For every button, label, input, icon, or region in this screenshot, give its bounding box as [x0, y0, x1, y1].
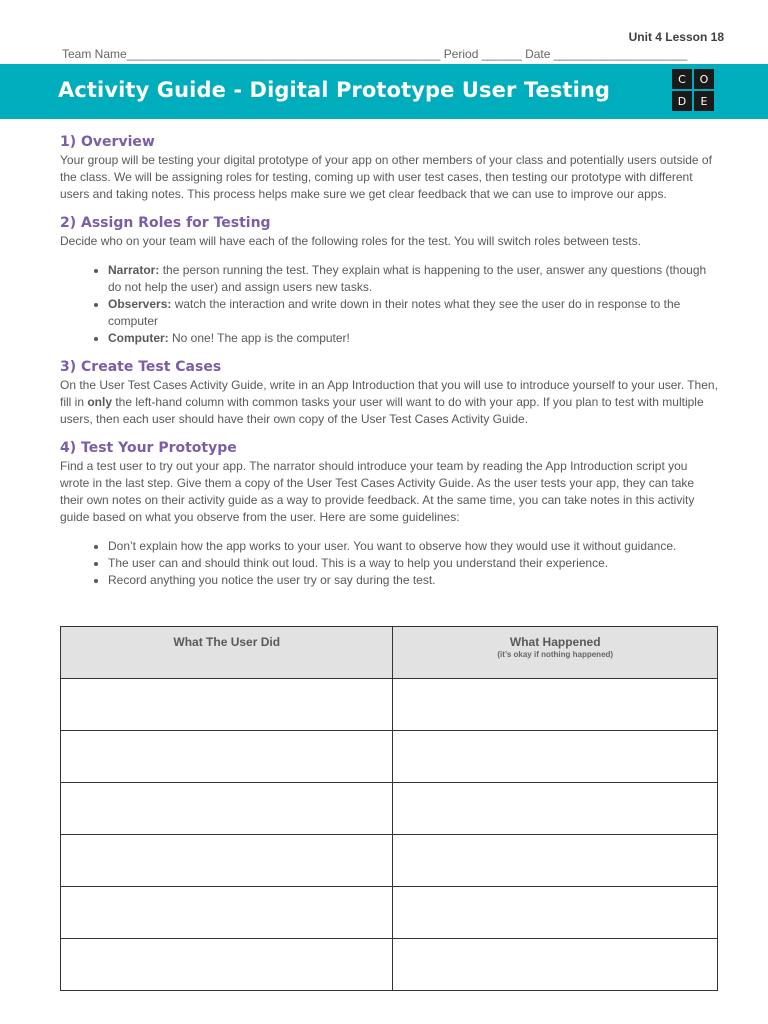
logo-letter: C: [672, 69, 692, 89]
role-term: Computer:: [108, 331, 169, 345]
list-item: [108, 262, 720, 296]
team-name-line: Team Name_______________________________________________ Period ______ Date ____________________: [62, 47, 688, 61]
table-cell[interactable]: [61, 887, 393, 939]
roles-text: Decide who on your team will have each of the following roles for the test. You will switch roles between tests.: [60, 234, 641, 248]
table-row: [61, 939, 718, 991]
logo-letter: O: [694, 69, 714, 89]
overview-section: [60, 132, 720, 203]
table-cell[interactable]: [393, 679, 718, 731]
list-item: • Don’t explain how the app works to your user. You want to observe how they would use it without guidance.: [108, 538, 720, 555]
table-cell[interactable]: [393, 731, 718, 783]
table-cell[interactable]: [393, 783, 718, 835]
table-cell[interactable]: [61, 835, 393, 887]
table-cell[interactable]: [393, 887, 718, 939]
table-row: [61, 731, 718, 783]
list-item: • Record anything you notice the user try or say during the test.: [108, 572, 720, 589]
test-cases-section: [60, 357, 720, 428]
table-row: [61, 887, 718, 939]
table-cell[interactable]: [61, 731, 393, 783]
prototype-section: [60, 438, 720, 589]
emphasis-only: only: [87, 395, 113, 409]
role-term: Observers:: [108, 297, 172, 311]
column-note: (it’s okay if nothing happened): [497, 650, 614, 659]
logo-letter: D: [672, 91, 692, 111]
roles-section: [60, 213, 720, 347]
column-title: What Happened: [509, 635, 601, 649]
roles-heading: 2) Assign Roles for Testing: [60, 215, 271, 231]
role-term: Narrator:: [108, 263, 160, 277]
prototype-text: Find a test user to try out your app. The narrator should introduce your team by reading the App Introduction script you wrote in the last step. Give them a copy of the User Test Cases Activity Guide. As the user tests your app, they can take their own notes on their activity guide as a way to provide feedback. At the same time, you can take notes in this activity guide based on what you observe from the user. Here are some guidelines:: [60, 459, 695, 524]
test-cases-heading: 3) Create Test Cases: [60, 359, 222, 375]
table-cell[interactable]: [61, 783, 393, 835]
table-header-row: [61, 627, 718, 679]
table-row: [61, 783, 718, 835]
text-run: the left-hand column with common tasks your user will want to do with your app. If you plan to test with multiple users, then each user should have their own copy of the User Test Cases Activity Guide.: [60, 395, 704, 426]
table-row: [61, 835, 718, 887]
role-desc: the person running the test. They explain what is happening to the user, answer any questions (though do not help the user) and assign users new tasks.: [108, 263, 707, 294]
title-banner: [0, 64, 768, 119]
list-item: [108, 296, 720, 330]
logo-letter: E: [694, 91, 714, 111]
text-run: On the User Test Cases Activity Guide, write in an App Introduction that you will use to introduce yourself to your user. Then, fill in: [60, 378, 718, 409]
unit-lesson-label: Unit 4 Lesson 18: [628, 30, 724, 44]
table-row: [61, 679, 718, 731]
role-desc: No one! The app is the computer!: [168, 331, 350, 345]
table-cell[interactable]: [61, 939, 393, 991]
table-cell[interactable]: [393, 939, 718, 991]
overview-text: Your group will be testing your digital prototype of your app on other members of your class and potentially users outside of the class. We will be assigning roles for testing, coming up with user test cases, then testing our prototype with different users and taking notes. This process helps make sure we get clear feedback that we can use to improve our apps.: [60, 153, 712, 201]
observation-table: [60, 626, 718, 991]
column-header-user-did: What The User Did: [61, 627, 393, 679]
prototype-heading: 4) Test Your Prototype: [60, 440, 237, 456]
roles-list: [60, 262, 720, 347]
table-cell[interactable]: [61, 679, 393, 731]
overview-heading: 1) Overview: [60, 134, 155, 150]
page-title: Activity Guide - Digital Prototype User Testing: [58, 78, 611, 102]
guidelines-list: [60, 538, 720, 589]
document-body: [60, 132, 720, 599]
list-item: • The user can and should think out loud. This is a way to help you understand their experience.: [108, 555, 720, 572]
test-cases-text: [60, 377, 720, 428]
code-logo: [672, 69, 716, 113]
role-desc: watch the interaction and write down in their notes what they see the user do in response to the computer: [108, 297, 681, 328]
list-item: [108, 330, 720, 347]
column-header-what-happened: [393, 627, 718, 679]
table-cell[interactable]: [393, 835, 718, 887]
